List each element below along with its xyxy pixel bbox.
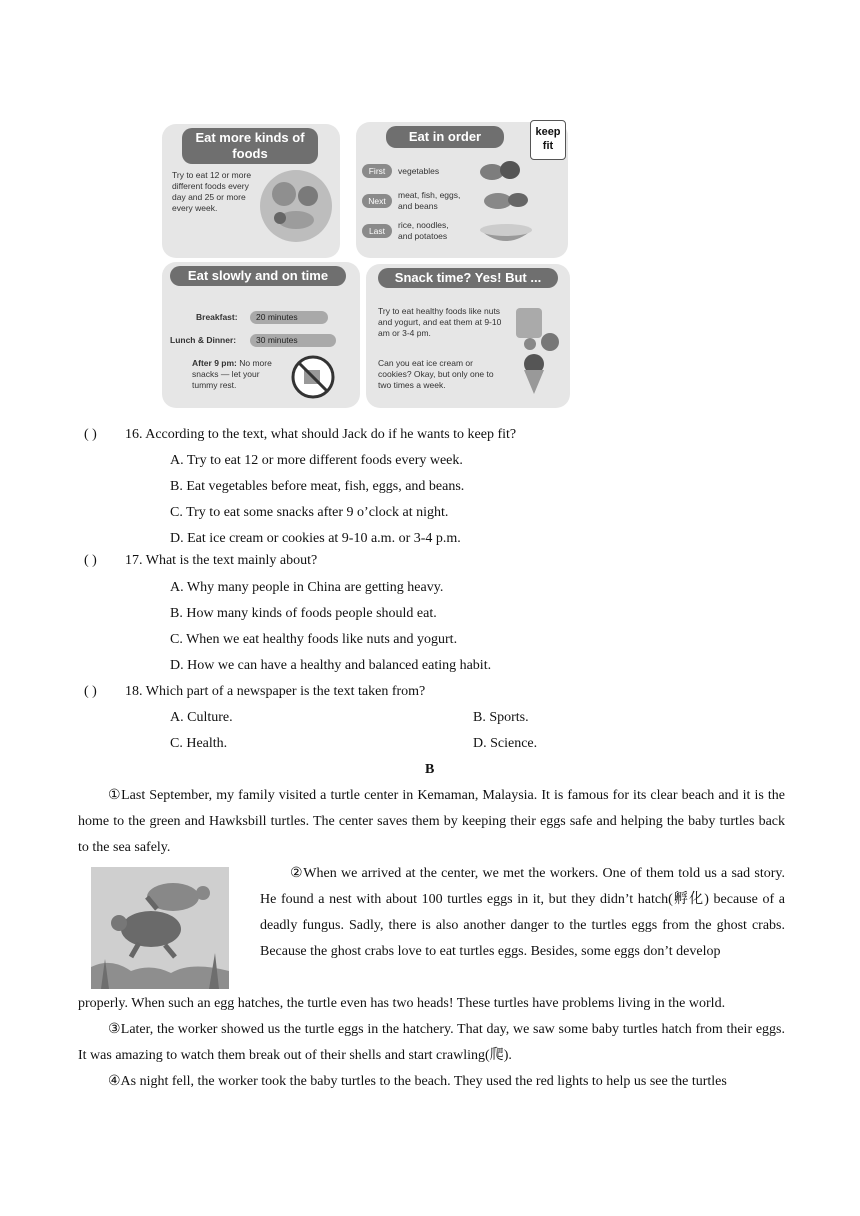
lunch-dinner-label: Lunch & Dinner: — [170, 335, 237, 345]
after-9pm-text: No more snacks — let your tummy rest. — [192, 358, 272, 390]
paragraph-2-continued: properly. When such an egg hatches, the turtle even has two heads! These turtles have problems living in the world. — [78, 996, 726, 1011]
answer-blank[interactable]: ( ) — [84, 684, 97, 699]
snack-text-1: Try to eat healthy foods like nuts and yogurt, and eat them at 9-10 am or 3-4 pm. — [378, 306, 502, 338]
question-17-option-a: A. Why many people in China are getting heavy. — [170, 580, 444, 595]
healthy-eating-infographic — [158, 116, 570, 410]
ice-cream-icon — [516, 352, 552, 398]
question-18-option-a: A. Culture. — [170, 710, 233, 725]
paragraph-3: ③Later, the worker showed us the turtle eggs in the hatchery. That day, we saw some baby turtles hatch from their eggs. It was amazing to watch them break out of their shells and start crawling(爬). — [78, 1022, 785, 1063]
lunch-dinner-bar: 30 minutes — [250, 334, 336, 347]
rice-bowl-icon — [476, 218, 536, 248]
question-17-option-d: D. How we can have a healthy and balanced eating habit. — [170, 658, 492, 673]
sea-turtles-image — [91, 867, 229, 989]
order-text-last: rice, noodles, and potatoes — [398, 220, 449, 241]
question-17-option-c: C. When we eat healthy foods like nuts and yogurt. — [170, 632, 458, 647]
food-plate-icon — [258, 166, 334, 246]
paragraph-1: ①Last September, my family visited a turtle center in Kemaman, Malaysia. It is famous for its clear beach and it is the home to the green and Hawksbill turtles. The center saves them by keeping their eggs safe and helping the baby turtles back to the sea safely. — [78, 788, 785, 855]
no-snacks-icon — [290, 354, 336, 400]
panel-text: Try to eat 12 or more different foods every day and 25 or more every week. — [172, 170, 252, 213]
order-label-next: Next — [362, 194, 392, 208]
meat-icon — [482, 188, 532, 212]
paragraph-4: ④As night fell, the worker took the baby turtles to the beach. They used the red lights to help us see the turtles — [108, 1074, 727, 1089]
breakfast-bar: 20 minutes — [250, 311, 328, 324]
answer-blank[interactable]: ( ) — [84, 427, 97, 442]
after-9pm-label: After 9 pm: — [192, 358, 237, 368]
question-17-option-b: B. How many kinds of foods people should eat. — [170, 606, 437, 621]
order-text-first: vegetables — [398, 166, 440, 176]
keep-fit-sign: keep fit — [530, 120, 566, 160]
panel-title: Snack time? Yes! But ... — [378, 268, 558, 288]
panel-title: Eat more kinds of foods — [182, 128, 318, 164]
panel-snack-time — [366, 264, 570, 408]
section-heading: B — [425, 762, 435, 777]
after-9pm-note — [192, 358, 286, 391]
order-label-first: First — [362, 164, 392, 178]
order-label-last: Last — [362, 224, 392, 238]
question-17-stem: 17. What is the text mainly about? — [125, 553, 318, 568]
panel-title: Eat slowly and on time — [170, 266, 346, 286]
question-18-option-b: B. Sports. — [473, 710, 529, 725]
turtle-illustration — [91, 867, 229, 989]
answer-blank[interactable]: ( ) — [84, 553, 97, 568]
order-text-next: meat, fish, eggs, and beans — [398, 190, 461, 211]
question-18-stem: 18. Which part of a newspaper is the text taken from? — [125, 684, 426, 699]
paragraph-2-wrapped: ②When we arrived at the center, we met the workers. One of them told us a sad story. He found a nest with about 100 turtles eggs in it, but they didn’t hatch(孵化) because of a deadly fungus. Sadly, there is also another danger to the turtles eggs from the ghost crabs. Because the ghost crabs love to eat turtles eggs. Besides, some eggs don’t develop — [260, 866, 785, 959]
panel-title: Eat in order — [386, 126, 504, 148]
breakfast-label: Breakfast: — [196, 312, 238, 322]
question-16-option-a: A. Try to eat 12 or more different foods every week. — [170, 453, 463, 468]
question-16-stem: 16. According to the text, what should Jack do if he wants to keep fit? — [125, 427, 517, 442]
question-18-option-d: D. Science. — [473, 736, 538, 751]
panel-eat-in-order — [356, 122, 568, 258]
yogurt-nuts-icon — [508, 298, 564, 354]
snack-text-2: Can you eat ice cream or cookies? Okay, but only one to two times a week. — [378, 358, 494, 390]
vegetables-icon — [478, 158, 524, 182]
question-16-option-d: D. Eat ice cream or cookies at 9-10 a.m. or 3-4 p.m. — [170, 531, 461, 546]
question-18-option-c: C. Health. — [170, 736, 228, 751]
question-16-option-b: B. Eat vegetables before meat, fish, eggs, and beans. — [170, 479, 465, 494]
panel-eat-slowly — [162, 262, 360, 408]
panel-eat-more-kinds — [162, 124, 340, 258]
question-16-option-c: C. Try to eat some snacks after 9 o’clock at night. — [170, 505, 449, 520]
